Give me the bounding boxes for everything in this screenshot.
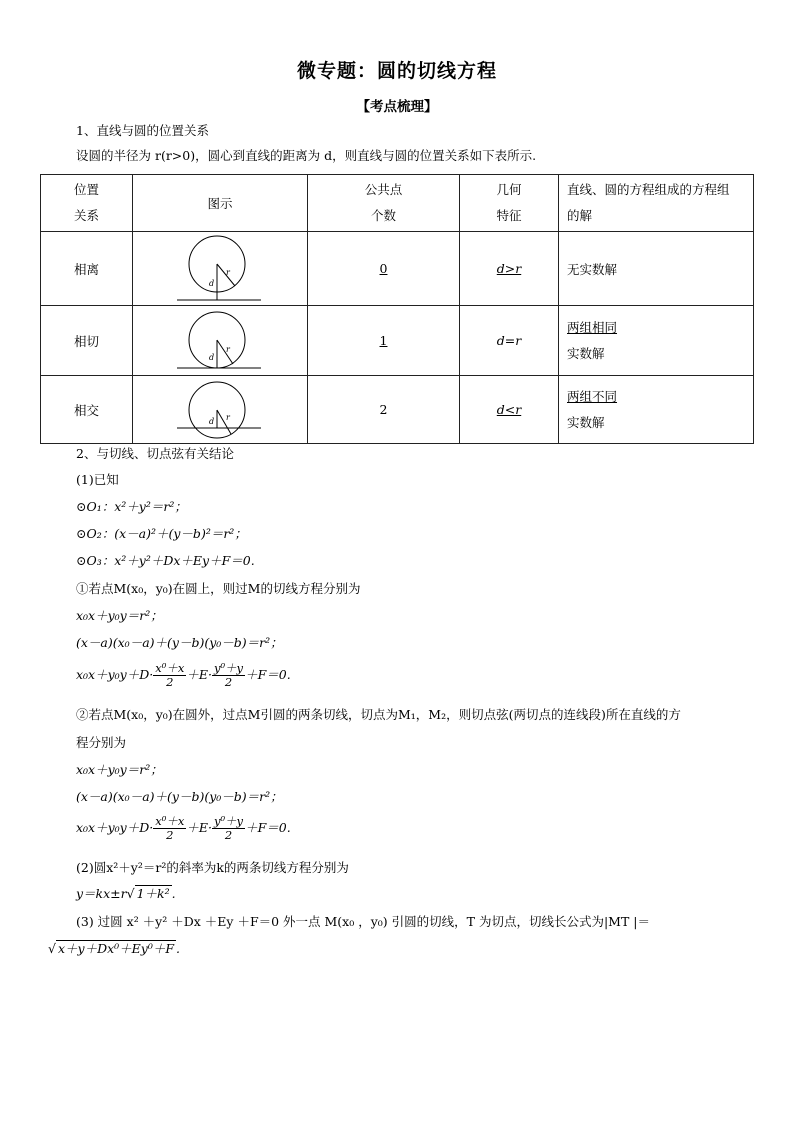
- section1-intro: 设圆的半径为 r(r>0)，圆心到直线的距离为 d，则直线与圆的位置关系如下表所示.: [76, 148, 537, 163]
- circle-o2-equation: ⊙O₂：(x－a)²＋(y－b)²＝r²；: [76, 526, 247, 541]
- points-cell: 1: [308, 306, 460, 376]
- distance-label: d: [209, 352, 215, 362]
- diagram-cell: [133, 306, 308, 376]
- distance-label: d: [209, 416, 215, 426]
- header-position: 位置 关系: [41, 175, 133, 232]
- relation-cell: 相交: [41, 376, 133, 444]
- table-row: [41, 376, 754, 444]
- header-common-points: 公共点 个数: [308, 175, 460, 232]
- relation-table: [40, 174, 754, 444]
- feature-cell: d=r: [460, 306, 559, 376]
- known-label: (1)已知: [76, 472, 119, 487]
- point-outside-statement: ②若点M(x₀，y₀)在圆外，过点M引圆的两条切线，切点为M₁，M₂，则切点弦(两切点的连线段)所在直线的方: [76, 707, 681, 722]
- table-row: [41, 306, 754, 376]
- header-system-solution: 直线、圆的方程组成的方程组 的解: [559, 175, 754, 232]
- radius-label: r: [226, 344, 230, 354]
- section1-heading: 1、直线与圆的位置关系: [76, 123, 209, 138]
- relation-cell: 相离: [41, 232, 133, 306]
- solution-cell: 无实数解: [559, 232, 754, 306]
- circle-o1-equation: ⊙O₁：x²＋y²＝r²；: [76, 499, 187, 514]
- chord-eq-2: (x－a)(x₀－a)＋(y－b)(y₀－b)＝r²；: [76, 789, 283, 804]
- fraction: $\frac{\text{y⁰＋y}}{2}$: [213, 814, 244, 842]
- section-subtitle: 【考点梳理】: [356, 99, 438, 115]
- diagram-cell: [133, 232, 308, 306]
- tangent-eq-1: x₀x＋y₀y＝r²；: [76, 608, 163, 623]
- chord-eq-3: x₀x＋y₀y＋D· $\frac{\text{x⁰＋x}}{2}$ ＋E· $\frac{\text{y⁰＋y}}{2}$ ＋F＝0.: [76, 814, 291, 842]
- page-title: 微专题：圆的切线方程: [296, 60, 497, 82]
- chord-eq-1: x₀x＋y₀y＝r²；: [76, 762, 163, 777]
- diagram-cell: [133, 376, 308, 444]
- points-cell: 0: [308, 232, 460, 306]
- header-geometric-feature: 几何 特征: [460, 175, 559, 232]
- tangent-eq-2: (x－a)(x₀－a)＋(y－b)(y₀－b)＝r²；: [76, 635, 283, 650]
- relation-cell: 相切: [41, 306, 133, 376]
- feature-cell: d>r: [460, 232, 559, 306]
- solution-cell: 两组不同 实数解: [559, 376, 754, 444]
- fraction: $\frac{\text{x⁰＋x}}{2}$: [155, 814, 185, 842]
- circle-o3-equation: ⊙O₃：x²＋y²＋Dx＋Ey＋F＝0.: [76, 553, 255, 568]
- slope-tangent-equation: y＝kx±r√ 1＋k² .: [76, 886, 176, 901]
- points-cell: 2: [308, 376, 460, 444]
- tangent-eq-3: x₀x＋y₀y＋D· $\frac{\text{x⁰＋x}}{2}$ ＋E· $\frac{\text{y⁰＋y}}{2}$ ＋F＝0.: [76, 661, 291, 689]
- table-header-row: [41, 175, 754, 232]
- radius-label: r: [226, 412, 230, 422]
- section2-heading: 2、与切线、切点弦有关结论: [76, 446, 234, 461]
- circle-tangent-diagram: [175, 308, 265, 374]
- radius-label: r: [226, 267, 230, 277]
- slope-tangent-statement: (2)圆x²＋y²＝r²的斜率为k的两条切线方程分别为: [76, 860, 349, 875]
- point-outside-statement-cont: 程分别为: [76, 735, 127, 750]
- solution-cell: 两组相同 实数解: [559, 306, 754, 376]
- point-on-circle-statement: ①若点M(x₀，y₀)在圆上，则过M的切线方程分别为: [76, 581, 361, 596]
- fraction: $\frac{\text{y⁰＋y}}{2}$: [213, 661, 244, 689]
- tangent-length-formula: √ x＋y＋Dx⁰＋Ey⁰＋F .: [48, 941, 181, 956]
- fraction: $\frac{\text{x⁰＋x}}{2}$: [155, 661, 185, 689]
- circle-separate-diagram: [175, 234, 265, 304]
- header-diagram: 图示: [133, 175, 308, 232]
- feature-cell: d<r: [460, 376, 559, 444]
- circle-intersect-diagram: [175, 378, 265, 442]
- table-row: [41, 232, 754, 306]
- distance-label: d: [209, 278, 215, 288]
- tangent-length-statement: (3) 过圆 x² ＋y² ＋Dx ＋Ey ＋F＝0 外一点 M(x₀ ，y₀) 引圆的切线，T 为切点，切线长公式为|MT |＝: [76, 914, 650, 929]
